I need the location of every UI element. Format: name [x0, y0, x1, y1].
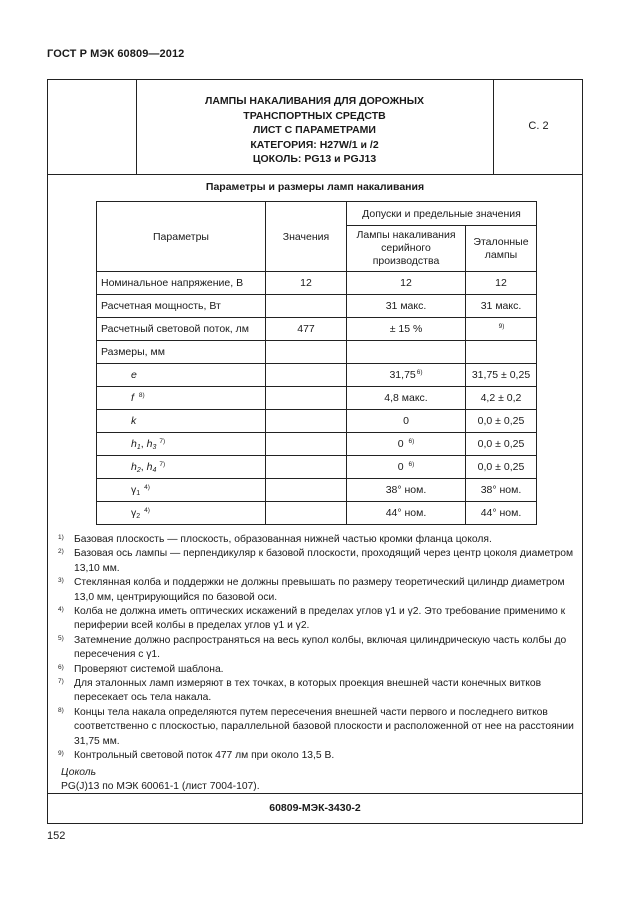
- row-serial: [347, 341, 466, 364]
- row-value: [266, 456, 347, 479]
- dim-symbol: f: [131, 392, 134, 404]
- footer-divider: [48, 793, 582, 794]
- footnote-text: Проверяют системой шаблона.: [74, 663, 224, 675]
- row-reference: 38° ном.: [466, 479, 537, 502]
- standard-number: ГОСТ Р МЭК 60809—2012: [47, 48, 185, 60]
- row-label: Размеры, мм: [97, 341, 266, 364]
- footnote-text: Концы тела накала определяются путем пересечения внешней части первого и последнего витков соответственно с плоскостью, параллельной базовой плоскости и расположенной от нее на расстоянии 31,75 мм.: [74, 706, 574, 747]
- row-label: [97, 433, 266, 456]
- row-label: Расчетный световой поток, лм: [97, 318, 266, 341]
- footnote: [48, 677, 582, 706]
- serial-value: 0: [397, 438, 404, 450]
- footnote: [48, 605, 582, 634]
- footnote-number: 4): [58, 606, 64, 614]
- row-reference: 0,0 ± 0,25: [466, 433, 537, 456]
- dim-symbol: e: [131, 369, 137, 381]
- row-serial: 44° ном.: [347, 502, 466, 525]
- row-label: [97, 502, 266, 525]
- sheet-number: С. 2: [528, 120, 549, 132]
- footnote: [48, 706, 582, 749]
- parameters-table: [96, 201, 537, 525]
- table-row: [97, 387, 537, 410]
- dim-subscript: 1: [136, 443, 141, 451]
- dim-subscript: 4: [152, 466, 157, 474]
- table-caption: Параметры и размеры ламп накаливания: [205, 181, 425, 193]
- sheet-frame: [47, 79, 583, 824]
- row-label: [97, 456, 266, 479]
- header-values: Значения: [266, 202, 347, 272]
- row-reference: [466, 318, 537, 341]
- footnote-text: Затемнение должно распространяться на весь купол колбы, включая цилиндрическую часть колбы до пересечения с γ1.: [74, 634, 567, 661]
- row-serial: 12: [347, 272, 466, 295]
- footnote-ref: 4): [144, 506, 150, 514]
- row-reference: 0,0 ± 0,25: [466, 410, 537, 433]
- table-row: [97, 433, 537, 456]
- footnote-number: 5): [58, 634, 64, 642]
- footnote-ref: 6): [416, 369, 423, 376]
- header-tolerances: Допуски и предельные значения: [347, 202, 537, 226]
- table-row: [97, 502, 537, 525]
- footnote-number: 9): [58, 750, 64, 758]
- footnote: [48, 663, 582, 677]
- footnote-text: Базовая плоскость — плоскость, образованная нижней частью кромки фланца цоколя.: [74, 534, 492, 545]
- footnote-number: 6): [58, 663, 64, 671]
- row-label: [97, 479, 266, 502]
- row-serial: 0: [347, 410, 466, 433]
- footnote-text: Базовая ось лампы — перпендикуляр к базовой плоскости, проходящий через центр цоколя диаметром 13,10 мм.: [74, 548, 574, 574]
- page-number: 152: [47, 830, 66, 842]
- dim-separator: ,: [140, 437, 147, 450]
- footnote-text: Контрольный световой поток 477 лм при около 13,5 В.: [74, 750, 335, 762]
- dim-subscript: 2: [136, 466, 141, 474]
- header-reference: Эталонные лампы: [466, 226, 537, 272]
- table-row: [97, 479, 537, 502]
- table-row: [97, 341, 537, 364]
- row-reference: 12: [466, 272, 537, 295]
- footnote-ref: 9): [498, 323, 505, 330]
- footnote-number: 1): [58, 534, 64, 541]
- title-line: ТРАНСПОРТНЫХ СРЕДСТВ: [243, 109, 386, 122]
- footnotes: [48, 533, 582, 794]
- footnote-ref: 6): [408, 461, 415, 468]
- row-serial: [347, 433, 466, 456]
- footnote-number: 2): [58, 548, 64, 556]
- footnote: [48, 576, 582, 605]
- serial-value: 31,75: [389, 369, 416, 381]
- row-value: 477: [266, 318, 347, 341]
- dim-symbol: γ: [131, 483, 137, 496]
- row-reference: [466, 341, 537, 364]
- footnote-number: 8): [58, 706, 64, 714]
- title-line: ЛАМПЫ НАКАЛИВАНИЯ ДЛЯ ДОРОЖНЫХ: [204, 95, 425, 107]
- row-value: 12: [266, 272, 347, 295]
- footnote-ref: 6): [408, 438, 415, 445]
- dim-subscript: 1: [136, 489, 141, 497]
- row-serial: 38° ном.: [347, 479, 466, 502]
- table-row: [97, 272, 537, 295]
- dim-symbol: h: [146, 460, 153, 473]
- title-line: ЛИСТ С ПАРАМЕТРАМИ: [253, 124, 376, 136]
- row-serial: ± 15 %: [347, 318, 466, 341]
- footnote-text: Стеклянная колба и поддержки не должны превышать по размеру теоретический цилиндр диаметром 13,0 мм, центрирующийся по базовой оси.: [74, 577, 565, 603]
- header-params: Параметры: [97, 202, 266, 272]
- table-row: [97, 456, 537, 479]
- dim-symbol: h: [131, 460, 137, 473]
- dim-symbol: h: [131, 437, 137, 450]
- row-value: [266, 295, 347, 318]
- table-row: [97, 295, 537, 318]
- row-label: Расчетная мощность, Вт: [97, 295, 266, 318]
- row-value: [266, 364, 347, 387]
- table-header-row: [97, 202, 537, 226]
- dim-symbol: γ: [131, 506, 137, 519]
- table-row: [97, 318, 537, 341]
- cap-text: PG(J)13 по МЭК 60061-1 (лист 7004-107).: [61, 780, 260, 792]
- footnote-ref: 7): [159, 437, 166, 445]
- row-reference: 44° ном.: [466, 502, 537, 525]
- row-value: [266, 433, 347, 456]
- row-value: [266, 479, 347, 502]
- title-line: ЦОКОЛЬ: PG13 и PGJ13: [252, 153, 377, 165]
- sheet-number-cell: [493, 80, 583, 174]
- footnote: [48, 533, 582, 547]
- row-label: [97, 387, 266, 410]
- row-label: [97, 410, 266, 433]
- title-block: [48, 80, 582, 175]
- title-line: КАТЕГОРИЯ: H27W/1 и /2: [250, 138, 379, 151]
- row-serial: 4,8 макс.: [347, 387, 466, 410]
- header-serial: Лампы накаливания серийного производства: [347, 226, 466, 272]
- serial-value: 0: [397, 461, 404, 473]
- row-serial: [347, 456, 466, 479]
- row-value: [266, 387, 347, 410]
- dim-symbol: h: [146, 437, 153, 450]
- footnote-ref: 7): [159, 460, 166, 468]
- row-value: [266, 341, 347, 364]
- dim-separator: ,: [140, 460, 147, 473]
- footnote-ref: 4): [144, 483, 150, 491]
- row-reference: 31,75 ± 0,25: [466, 364, 537, 387]
- row-value: [266, 502, 347, 525]
- footnote-text: Для эталонных ламп измеряют в тех точках, в которых проекция внешней части конечных витков пересекает ось тела накала.: [74, 678, 542, 704]
- row-serial: [347, 364, 466, 387]
- title-block-text: [137, 94, 492, 167]
- dim-subscript: 2: [136, 512, 141, 520]
- footnote: [48, 634, 582, 663]
- footnote-text: Колба не должна иметь оптических искажений в пределах углов γ1 и γ2. Это требование применимо к периферии всей колбы в пределах углов γ1 и γ2.: [74, 606, 566, 632]
- row-label: Номинальное напряжение, В: [97, 272, 266, 295]
- row-reference: 4,2 ± 0,2: [466, 387, 537, 410]
- table-row: [97, 410, 537, 433]
- row-label: [97, 364, 266, 387]
- row-value: [266, 410, 347, 433]
- row-serial: 31 макс.: [347, 295, 466, 318]
- title-block-left-cell: [48, 80, 137, 174]
- footnote-ref: 8): [138, 392, 145, 399]
- table-row: [97, 364, 537, 387]
- cap-label: Цоколь: [61, 766, 97, 778]
- footnote: [48, 749, 582, 763]
- row-reference: 31 макс.: [466, 295, 537, 318]
- dim-subscript: 3: [152, 443, 157, 451]
- sheet-code: 60809-МЭК-3430-2: [269, 802, 361, 814]
- footnote-number: 7): [58, 678, 64, 686]
- row-reference: 0,0 ± 0,25: [466, 456, 537, 479]
- footnote: [48, 547, 582, 576]
- footnote-number: 3): [58, 577, 64, 585]
- dim-symbol: k: [131, 415, 137, 427]
